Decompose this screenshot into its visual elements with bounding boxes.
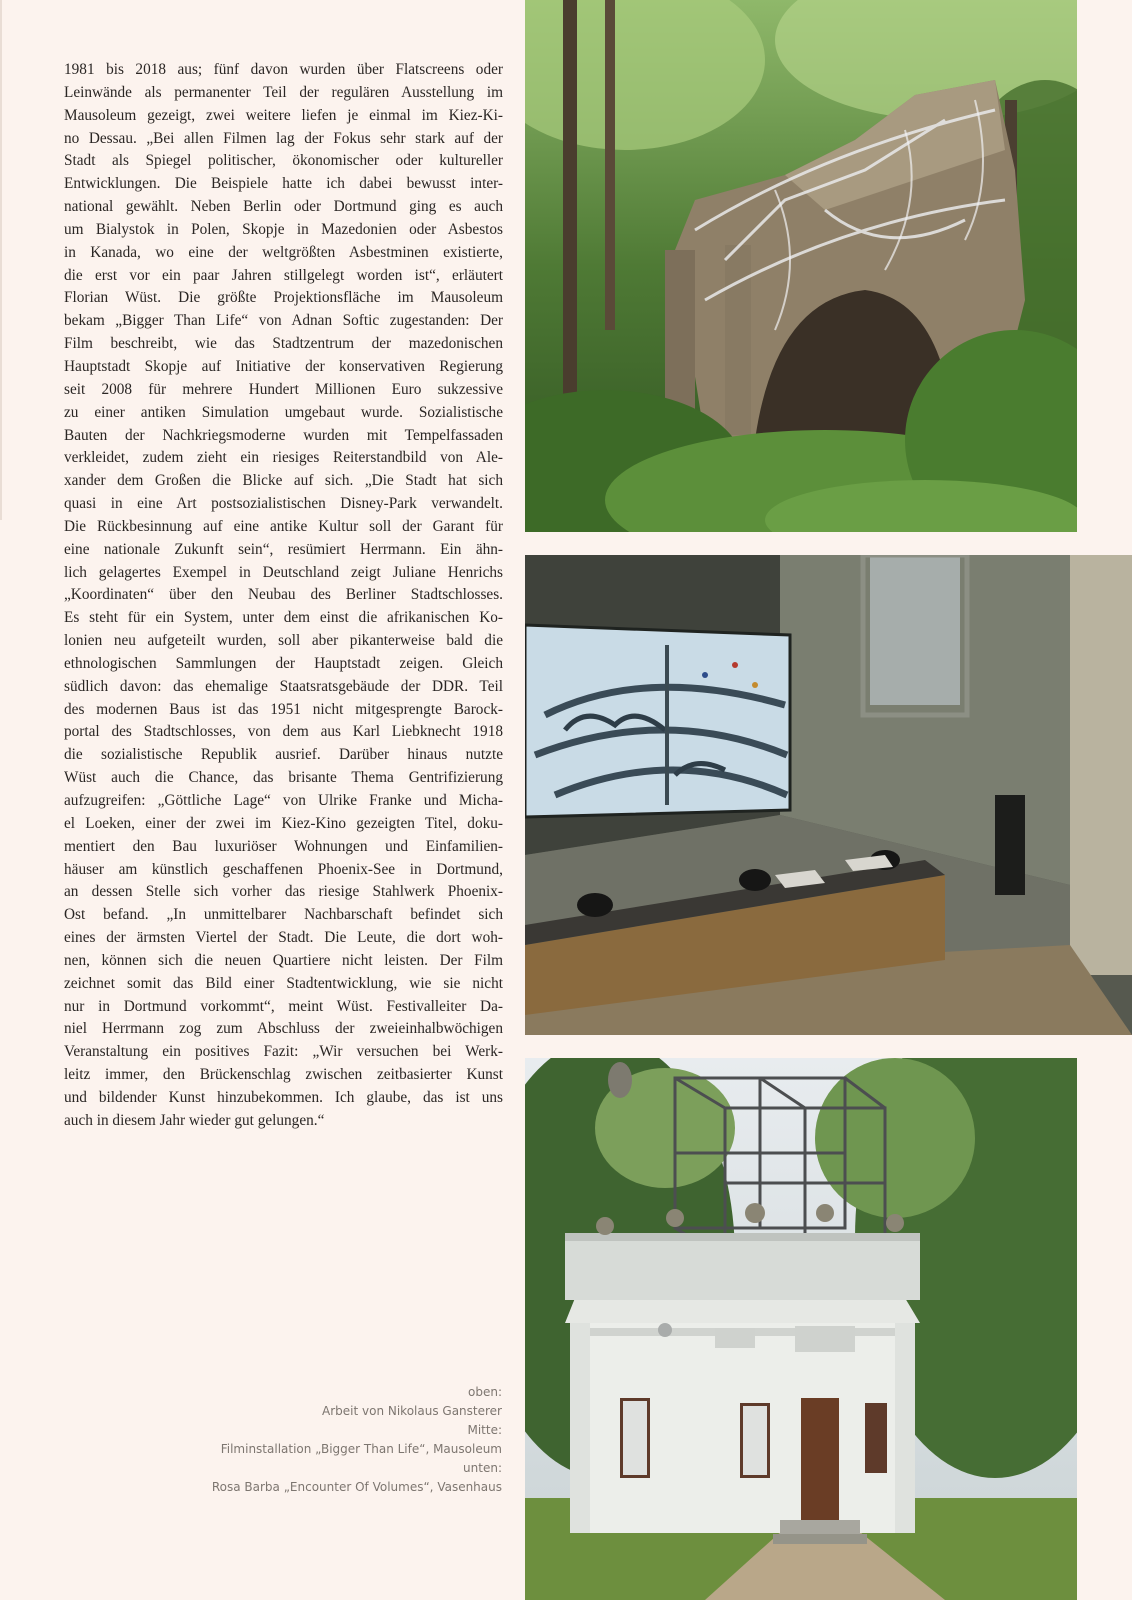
article-line: eine nationale Zukunft sein“, resümiert Herrmann. Ein ähn- — [64, 540, 503, 558]
article-line: portal des Stadtschlosses, von dem aus Karl Liebknecht 1918 — [64, 723, 503, 741]
article-line: zeichnet somit das Bild einer Stadtentwicklung, wie sie nicht — [64, 974, 503, 992]
article-line: die erst vor ein paar Jahren stillgelegt worden ist“, erläutert — [64, 266, 503, 284]
article-line: Es steht für ein System, unter dem einst die afrikanischen Ko- — [64, 609, 503, 627]
caption-top-label: oben: — [468, 1385, 502, 1399]
article-line: aufzugreifen: „Göttliche Lage“ von Ulrike Franke und Micha- — [64, 792, 503, 809]
article-line: quasi in eine Art postsozialistischen Disney-Park verwandelt. — [64, 495, 503, 513]
article-line: Leinwände als permanenter Teil der regulären Ausstellung im — [64, 83, 503, 101]
photo-vasenhaus-pavilion — [525, 1058, 1077, 1600]
article-line: Hauptstadt Skopje auf Initiative der konservativen Regierung — [64, 357, 503, 375]
article-line: lich gelagertes Exempel in Deutschland zeigt Juliane Henrichs — [64, 563, 503, 581]
article-line: nur in Dortmund vorkommt“, meint Wüst. Festivalleiter Da- — [64, 997, 503, 1015]
article-line: häuser am künstlich geschaffenen Phoenix-See in Dortmund, — [64, 860, 503, 878]
caption-bot-label: unten: — [463, 1461, 502, 1475]
article-line: Bauten der Nachkriegsmoderne wurden mit Tempelfassaden — [64, 426, 503, 444]
article-line: Ost befand. „In unmittelbarer Nachbarschaft befindet sich — [64, 906, 503, 924]
article-line: zu einer antiken Simulation umgebaut wurde. Sozialistische — [64, 403, 503, 421]
article-line: und bildender Kunst hinzubekommen. Ich glaube, das ist uns — [64, 1088, 503, 1106]
article-line: 1981 bis 2018 aus; fünf davon wurden über Flatscreens oder — [64, 61, 503, 78]
article-line: eines der ärmsten Viertel der Stadt. Die Leute, die dort woh- — [64, 929, 503, 947]
article-line: Wüst auch die Chance, das brisante Thema Gentrifizierung — [64, 769, 503, 787]
article-line: Stadt als Spiegel politischer, ökonomischer oder kultureller — [64, 152, 503, 170]
article-line: seit 2008 für mehrere Hundert Millionen Euro sukzessive — [64, 380, 503, 398]
article-line: nen, können sich die neuen Quartiere nicht leisten. Der Film — [64, 951, 503, 969]
article-body — [64, 59, 503, 1133]
photo-film-installation — [525, 555, 1132, 1035]
article-line: Mausoleum gezeigt, zwei weitere liefen je einmal im Kiez-Ki- — [64, 106, 503, 124]
caption-mid-text: Filminstallation „Bigger Than Life“, Mausoleum — [220, 1442, 502, 1456]
article-line: die sozialistische Republik ausrief. Darüber hinaus nutzte — [64, 746, 503, 764]
article-line: Veranstaltung ein positives Fazit: „Wir versuchen bei Werk- — [64, 1043, 503, 1061]
article-line: Florian Wüst. Die größte Projektionsfläche im Mausoleum — [64, 289, 503, 307]
article-line: an dessen Stelle sich vorher das riesige Stahlwerk Phoenix- — [64, 883, 503, 901]
caption-top-text: Arbeit von Nikolaus Gansterer — [322, 1404, 502, 1418]
article-line: el Loeken, einer der zwei im Kiez-Kino gezeigten Titel, doku- — [64, 814, 503, 832]
article-line: bekam „Bigger Than Life“ von Adnan Softic zugestanden: Der — [64, 312, 503, 330]
caption-bot-text: Rosa Barba „Encounter Of Volumes“, Vasenhaus — [211, 1480, 502, 1494]
article-line: des modernen Baus ist das 1951 nicht mitgesprengte Barock- — [64, 700, 503, 718]
article-line: Entwicklungen. Die Beispiele hatte ich dabei bewusst inter- — [64, 175, 503, 193]
article-line: auch in diesem Jahr wieder gut gelungen.“ — [64, 1111, 325, 1129]
page-edge-line — [0, 0, 2, 520]
article-line: „Koordinaten“ über den Neubau des Berliner Stadtschlosses. — [64, 586, 503, 604]
article-line: verkleidet, zudem zieht ein riesiges Reiterstandbild von Ale- — [64, 449, 503, 467]
article-line: in Kanada, wo eine der weltgrößten Asbestminen existierte, — [64, 243, 503, 261]
article-line: Film beschreibt, wie das Stadtzentrum der mazedonischen — [64, 335, 503, 353]
article-line: leitz immer, den Brückenschlag zwischen zeitbasierter Kunst — [64, 1066, 503, 1084]
caption-mid-label: Mitte: — [467, 1423, 502, 1437]
article-line: lonien neu aufgeteilt wurden, soll aber pikanterweise bald die — [64, 632, 503, 650]
article-line: no Dessau. „Bei allen Filmen lag der Fokus sehr stark auf der — [64, 129, 503, 147]
article-line: südlich davon: das ehemalige Staatsratsgebäude der DDR. Teil — [64, 677, 503, 695]
article-line: niel Herrmann zog zum Abschluss der zweieinhalbwöchigen — [64, 1020, 503, 1038]
article-line: mentiert den Bau luxuriöser Wohnungen und Einfamilien- — [64, 837, 503, 855]
article-line: ethnologischen Sammlungen der Hauptstadt zeigen. Gleich — [64, 654, 503, 672]
article-line: xander dem Großen die Blicke auf sich. „Die Stadt hat sich — [64, 472, 503, 490]
article-line: um Bialystok in Polen, Skopje in Mazedonien oder Asbestos — [64, 220, 503, 238]
photo-ruin-with-cobwebs — [525, 0, 1077, 532]
article-line: Die Rückbesinnung auf eine antike Kultur soll der Garant für — [64, 517, 503, 535]
photo-captions — [202, 1383, 502, 1497]
article-line: national gewählt. Neben Berlin oder Dortmund ging es auch — [64, 198, 503, 216]
